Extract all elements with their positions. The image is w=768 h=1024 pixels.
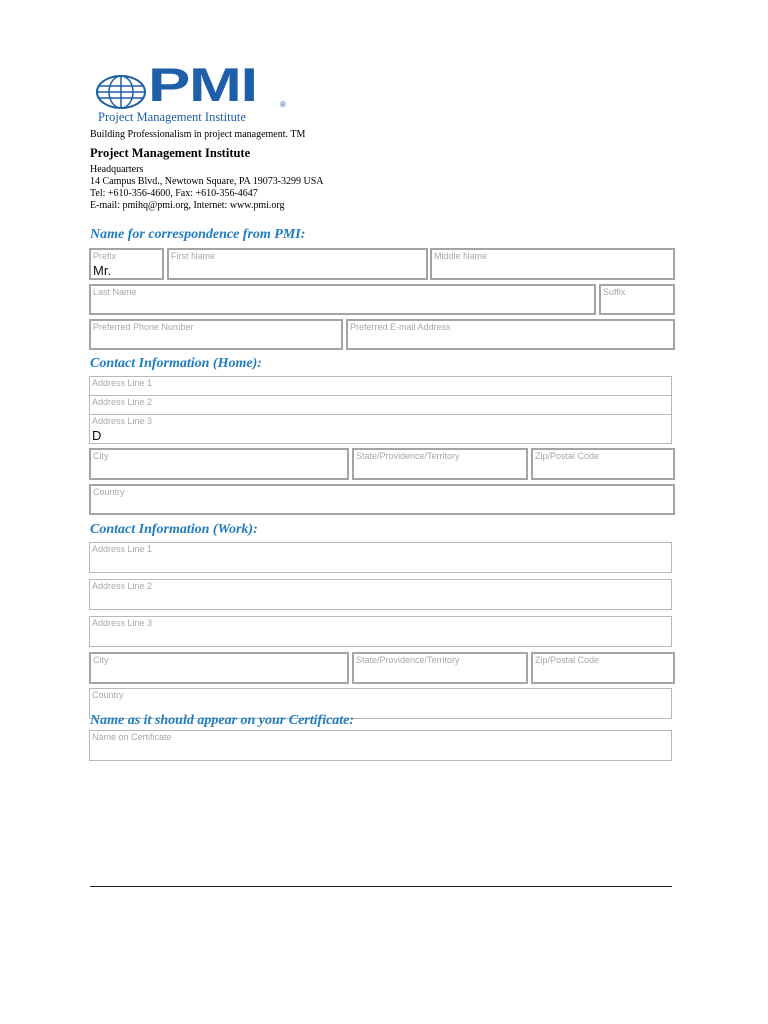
work-country-label: Country <box>92 690 124 700</box>
work-city-field[interactable] <box>89 652 349 684</box>
preferred-phone-label: Preferred Phone Number <box>93 322 194 332</box>
section-heading-work: Contact Information (Work): <box>90 522 258 537</box>
certificate-name-field[interactable] <box>89 730 672 761</box>
work-state-field[interactable] <box>352 652 528 684</box>
first-name-field[interactable] <box>167 248 428 280</box>
home-address-line-1-label: Address Line 1 <box>92 378 153 388</box>
work-address-line-2-field[interactable] <box>89 579 672 610</box>
tagline: Building Professionalism in project management. TM <box>90 129 306 140</box>
home-zip-label: Zip/Postal Code <box>535 451 600 461</box>
home-state-label: State/Providence/Territory <box>356 451 460 461</box>
registered-mark: ® <box>280 100 286 109</box>
hq-address: 14 Campus Blvd., Newtown Square, PA 19073-3299 USA <box>90 176 324 187</box>
work-city-label: City <box>93 655 109 665</box>
section-heading-certificate: Name as it should appear on your Certificate: <box>90 713 355 728</box>
home-address-line-3-field[interactable] <box>89 414 672 444</box>
middle-name-label: Middle Name <box>434 251 488 261</box>
globe-icon <box>96 75 146 109</box>
section-heading-home: Contact Information (Home): <box>90 356 262 371</box>
home-address-line-2-label: Address Line 2 <box>92 397 153 407</box>
home-city-label: City <box>93 451 109 461</box>
org-title: Project Management Institute <box>90 146 251 160</box>
footer-divider <box>90 886 672 887</box>
hq-email-web: E-mail: pmihq@pmi.org, Internet: www.pmi.org <box>90 200 285 211</box>
preferred-email-field[interactable] <box>346 319 675 350</box>
preferred-phone-field[interactable] <box>89 319 343 350</box>
pmi-logo <box>96 58 292 125</box>
work-zip-field[interactable] <box>531 652 675 684</box>
suffix-field[interactable] <box>599 284 675 315</box>
work-address-line-1-field[interactable] <box>89 542 672 573</box>
home-country-label: Country <box>93 487 125 497</box>
suffix-label: Suffix <box>603 287 626 297</box>
last-name-label: Last Name <box>93 287 137 297</box>
hq-label: Headquarters <box>90 164 144 175</box>
logo-org-name: Project Management Institute <box>98 110 246 124</box>
section-heading-correspondence: Name for correspondence from PMI: <box>90 227 306 242</box>
work-address-line-2-label: Address Line 2 <box>92 581 153 591</box>
work-address-line-3-label: Address Line 3 <box>92 618 153 628</box>
prefix-field[interactable] <box>89 248 164 280</box>
logo-wordmark: PMI <box>148 58 257 111</box>
hq-phone-fax: Tel: +610-356-4600, Fax: +610-356-4647 <box>90 188 258 199</box>
home-zip-field[interactable] <box>531 448 675 480</box>
work-address-line-1-label: Address Line 1 <box>92 544 153 554</box>
middle-name-field[interactable] <box>430 248 675 280</box>
home-address-line-1-field[interactable] <box>89 376 672 396</box>
certificate-name-label: Name on Certificate <box>92 732 172 742</box>
home-city-field[interactable] <box>89 448 349 480</box>
home-address-line-3-value: D <box>92 428 102 443</box>
work-state-label: State/Providence/Territory <box>356 655 460 665</box>
home-country-field[interactable] <box>89 484 675 515</box>
prefix-label: Prefix <box>93 251 117 261</box>
prefix-value: Mr. <box>93 263 112 278</box>
last-name-field[interactable] <box>89 284 596 315</box>
home-address-line-3-label: Address Line 3 <box>92 416 153 426</box>
home-address-line-2-field[interactable] <box>89 395 672 415</box>
home-state-field[interactable] <box>352 448 528 480</box>
work-address-line-3-field[interactable] <box>89 616 672 647</box>
first-name-label: First Name <box>171 251 216 261</box>
work-zip-label: Zip/Postal Code <box>535 655 600 665</box>
preferred-email-label: Preferred E-mail Address <box>350 322 451 332</box>
